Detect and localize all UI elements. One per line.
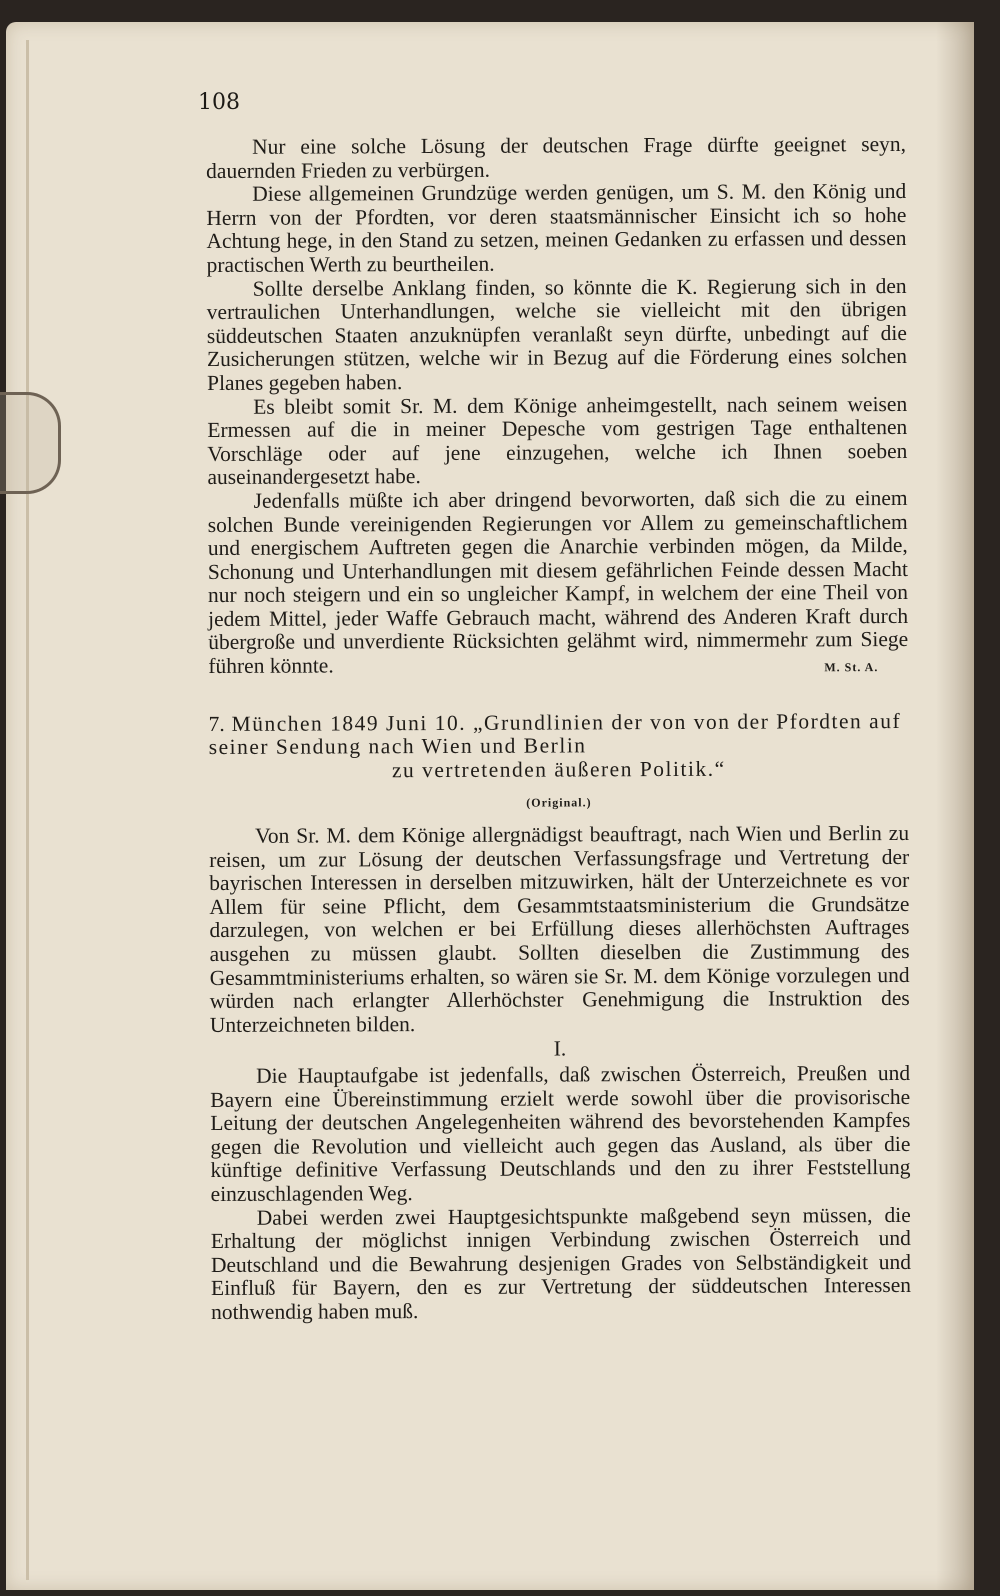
paragraph: Sollte derselbe Anklang finden, so könnte die K. Regierung sich in den vertraulichen Unterhandlungen, welche sie vielleicht mit den übrigen süddeutschen Staaten anzuknüpfen veranlaßt seyn dürfte, unbedingt auf die Zusicherungen stützen, welche wir in Bezug auf die Förderung eines solchen Planes gegeben haben. <box>206 273 908 395</box>
section-paragraph: Dabei werden zwei Hauptgesichtspunkte maßgebend seyn müssen, die Erhaltung der möglichst innigen Verbindung zwischen Österreich und Deutschland und die Bewahrung desjenigen Grades von Selbständigkeit und Einfluß für Bayern, den es zur Vertretung der süddeutschen Interessen nothwendig haben muß. <box>210 1202 912 1324</box>
document-title-line1: „Grundlinien der von von der Pfordten auf seiner Sendung nach Wien und Berlin <box>208 708 902 760</box>
paragraph: Es bleibt somit Sr. M. dem Könige anheimgestellt, nach seinem weisen Ermessen auf die in meiner Depesche vom gestrigen Tage enthaltenen Vorschläge oder auf jene einzugehen, welche ich Ihnen soeben auseinandergesetzt habe. <box>207 391 908 490</box>
source-reference: M. St. A. <box>824 660 879 675</box>
document-place-date: München 1849 Juni 10. <box>231 710 467 736</box>
page-number: 108 <box>198 90 240 115</box>
document-note: (Original.) <box>526 795 592 811</box>
paragraph: Nur eine solche Lösung der deutschen Frage dürfte geeignet seyn, dauernden Frieden zu verbürgen. <box>206 131 907 183</box>
page-binding-edge <box>26 40 29 1580</box>
paragraph-text: Jedenfalls müßte ich aber dringend bevorworten, daß sich die zu einem solchen Bunde vereinigenden Regierungen vor Allem zu gemeinschaftlichem und energischem Auftreten gegen die Anarchie verbinden mögen, da Milde, Schonung und Unterhandlungen mit diesem gefährlichen Feinde dessen Macht nur noch steigern und ein so ungleicher Kampf, in welchem der eine Theil von jedem Mittel, jeder Waffe Gebrauch macht, während des Anderen Kraft durch übergroße und unverdiente Rücksichten gelähmt wird, nimmermehr zum Siege führen könnte. <box>207 485 909 679</box>
document-number: 7. <box>208 711 225 736</box>
section-paragraph: Die Hauptaufgabe ist jedenfalls, daß zwischen Österreich, Preußen und Bayern eine Übereinstimmung erzielt werde sowohl über die provisorische Leitung der deutschen Angelegenheiten während des bevorstehenden Kampfes gegen die Revolution und vielleicht auch gegen das Ausland, als über die künftige definitive Verfassung Deutschlands und den zu ihrer Feststellung einzuschlagenden Weg. <box>210 1060 911 1206</box>
paragraph: Diese allgemeinen Grundzüge werden genügen, um S. M. den König und Herrn von der Pfordten, vor deren staatsmännischer Einsicht ich so hohe Achtung hege, in den Stand zu setzen, meinen Gedanken zu erfassen und dessen practischen Werth zu beurtheilen. <box>206 179 907 277</box>
intro-paragraph: Von Sr. M. dem Könige allergnädigst beauftragt, nach Wien und Berlin zu reisen, um zur Lösung der deutschen Verfassungsfrage und Vertretung der bayrischen Interessen in derselben mitzuwirken, hält der Unterzeichnete es vor Allem für seine Pflicht, dem Gesammtstaatsministerium die Grundsätze darzulegen, von welchen er bei Erfüllung dieses allerhöchsten Auftrages ausgehen zu müssen glaubt. Sollten dieselben die Zustimmung des Gesammtministeriums erhalten, so wären sie Sr. M. dem Könige vorzulegen und würden nach erlangter Allerhöchster Genehmigung die Instruktion des Unterzeichneten bilden. <box>209 820 910 1037</box>
page-clip <box>0 392 61 494</box>
page-text <box>206 133 911 1325</box>
document-title-line2: zu vertretenden äußeren Politik.“ <box>391 756 726 783</box>
section-numeral: I. <box>553 1036 567 1061</box>
document-heading <box>209 710 909 784</box>
paragraph-last <box>208 487 909 679</box>
page-outer-shadow <box>936 22 974 1590</box>
